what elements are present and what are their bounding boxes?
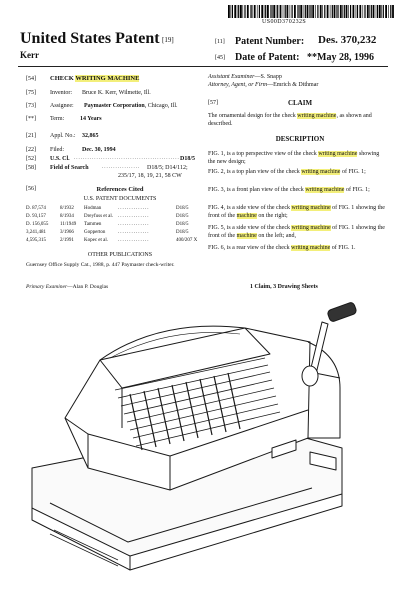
invention-title	[50, 75, 139, 82]
description-hl1: writing machine	[291, 225, 331, 231]
description-post: of FIG. 1 showing the front of the	[208, 225, 385, 239]
description-hl2: machine	[236, 213, 257, 219]
assistant-examiner-label: Assistant Examiner	[208, 74, 255, 80]
reference-date: 3/1966	[60, 230, 74, 235]
reference-leader: ..............	[118, 206, 150, 211]
term-value: 14 Years	[80, 116, 102, 122]
description-post: of FIG. 1;	[345, 187, 370, 193]
inventor-surname: Kerr	[20, 50, 39, 60]
refs-code: [56]	[26, 186, 36, 192]
reference-cls: 400/207 X	[176, 238, 198, 243]
reference-name: Hodman	[84, 206, 102, 211]
us-docs-title: U.S. PATENT DOCUMENTS	[83, 196, 157, 202]
assignee-label: Assignee:	[50, 103, 74, 109]
appl-value: 32,865	[82, 133, 99, 139]
reference-name: Kopec et al.	[84, 238, 109, 243]
assistant-examiner	[208, 74, 282, 80]
description-item	[208, 168, 388, 176]
claim-count: 1 Claim, 3 Drawing Sheets	[250, 284, 318, 290]
appl-code: [21]	[26, 133, 36, 139]
patent-number: Des. 370,232	[318, 34, 377, 46]
claim-text-before: The ornamental design for the check	[208, 113, 296, 119]
reference-number: 3,241,481	[26, 230, 46, 235]
description-title: DESCRIPTION	[275, 135, 325, 143]
claim-text	[208, 112, 388, 128]
description-item	[208, 186, 388, 194]
reference-name: Dreyfuss et al.	[84, 214, 114, 219]
description-tail: on the right;	[258, 213, 288, 219]
primary-examiner-label: Primary Examiner	[26, 284, 68, 290]
reference-name: Gopperton	[84, 230, 106, 235]
inventor-value: Bruce K. Kerr, Wilmette, Ill.	[82, 90, 151, 96]
date-code: [45]	[215, 55, 225, 61]
appl-label: Appl. No.:	[50, 133, 76, 139]
reference-cls: D18/5	[176, 230, 189, 235]
description-item	[208, 204, 388, 220]
reference-date: 2/1991	[60, 238, 74, 243]
machine-drawing	[10, 298, 400, 593]
claim-highlight: writing machine	[297, 113, 337, 119]
date-of-patent	[307, 52, 374, 63]
description-post: showing the new design;	[208, 151, 380, 165]
reference-leader: ..............	[118, 238, 150, 243]
filed-value: Dec. 30, 1994	[82, 147, 116, 153]
field-leader: .................	[102, 165, 141, 170]
term-label: Term:	[50, 116, 65, 122]
description-post: of FIG. 1 showing the front of the	[208, 205, 385, 219]
filed-label: Filed:	[50, 147, 65, 153]
attorney	[208, 82, 318, 88]
description-item	[208, 224, 388, 240]
patent-number-label: Patent Number:	[235, 36, 305, 47]
description-hl1: writing machine	[305, 187, 345, 193]
field-code: [58]	[26, 165, 36, 171]
description-post: of FIG. 1.	[331, 245, 356, 251]
invention-title-prefix: CHECK	[50, 75, 74, 82]
claim-title: CLAIM	[287, 99, 313, 107]
reference-number: D. 87,574	[26, 206, 46, 211]
description-pre: FIG. 3, is a front plan view of the check	[208, 187, 304, 193]
reference-cls: D18/5	[176, 214, 189, 219]
description-pre: FIG. 2, is a top plan view of the check	[208, 169, 300, 175]
patent-number-code: [11]	[215, 39, 225, 45]
header-rule	[18, 66, 388, 67]
claim-text-after: , as shown and described.	[208, 113, 372, 127]
date-value: May 28, 1996	[317, 52, 374, 63]
reference-number: D. 156,055	[26, 222, 49, 227]
field-line-2: 235/17, 18, 19, 21, 58 CW	[118, 173, 182, 179]
attorney-label: Attorney, Agent, or Firm	[208, 82, 268, 88]
uscl-code: [52]	[26, 156, 36, 162]
reference-date: 11/1949	[60, 222, 77, 227]
barcode	[228, 5, 396, 18]
uscl-leader: ...............................................	[74, 156, 180, 161]
date-label: Date of Patent:	[235, 52, 300, 63]
claim-code: [57]	[208, 100, 218, 106]
assignee-value	[84, 103, 178, 109]
reference-cls: D18/5	[176, 222, 189, 227]
description-pre: FIG. 1, is a top perspective view of the check	[208, 151, 317, 157]
description-post: of FIG. 1;	[341, 169, 366, 175]
field-label: Field of Search	[50, 165, 89, 171]
reference-leader: ..............	[118, 230, 150, 235]
reference-leader: ..............	[118, 222, 150, 227]
refs-title: References Cited	[96, 186, 144, 193]
description-hl1: writing machine	[301, 169, 341, 175]
assignee-place: , Chicago, Ill.	[144, 103, 178, 109]
barcode-number: US00D370232S	[262, 19, 307, 25]
assignee-code: [73]	[26, 103, 36, 109]
assistant-examiner-name: —S. Snapp	[254, 74, 282, 80]
document-title: United States Patent	[20, 30, 160, 47]
description-hl1: writing machine	[318, 151, 358, 157]
reference-date: 8/1934	[60, 214, 74, 219]
uscl-value: D18/5	[180, 156, 195, 162]
reference-cls: D18/5	[176, 206, 189, 211]
description-hl1: writing machine	[291, 205, 331, 211]
uscl-label: U.S. Cl.	[50, 156, 70, 162]
date-star: **	[307, 52, 317, 63]
primary-examiner-name: —Alan P. Douglas	[67, 284, 109, 290]
invention-title-highlight: WRITING MACHINE	[75, 75, 140, 82]
attorney-name: —Emrich & Dithmar	[267, 82, 319, 88]
description-tail: on the left; and,	[258, 233, 296, 239]
description-item	[208, 244, 388, 252]
title-code: [19]	[162, 36, 174, 44]
description-pre: FIG. 4, is a side view of the check	[208, 205, 290, 211]
reference-number: D. 93,157	[26, 214, 46, 219]
title-code-54: [54]	[26, 76, 36, 82]
description-pre: FIG. 5, is a side view of the check	[208, 225, 290, 231]
inventor-label: Inventor:	[50, 90, 72, 96]
assignee-name: Paymaster Corporation	[84, 103, 145, 109]
reference-date: 8/1932	[60, 206, 74, 211]
reference-number: 4,595,315	[26, 238, 46, 243]
reference-name: Tammen	[84, 222, 102, 227]
filed-code: [22]	[26, 147, 36, 153]
description-pre: FIG. 6, is a rear view of the check	[208, 245, 290, 251]
term-code: [**]	[26, 116, 36, 122]
other-pubs-text: Guernsey Office Supply Cat., 1988, p. 447 Paymaster check-writer.	[26, 262, 175, 268]
description-hl1: writing machine	[291, 245, 331, 251]
reference-leader: ..............	[118, 214, 150, 219]
other-pubs-title: OTHER PUBLICATIONS	[87, 252, 153, 258]
inventor-code: [75]	[26, 90, 36, 96]
description-item	[208, 150, 388, 166]
primary-examiner	[26, 284, 108, 290]
field-line-1: D18/5; D14/112;	[147, 165, 188, 171]
description-hl2: machine	[236, 233, 257, 239]
